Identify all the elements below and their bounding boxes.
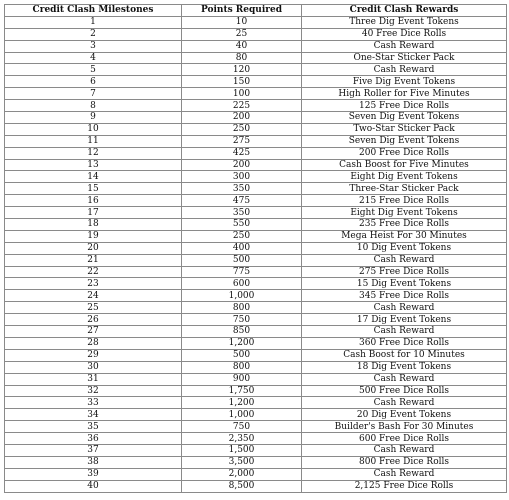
table-row xyxy=(5,444,507,456)
table-row xyxy=(5,385,507,397)
points-cell: 750 xyxy=(182,314,302,326)
reward-cell: 40 Free Dice Rolls xyxy=(302,28,507,40)
milestone-cell: 1 xyxy=(5,16,182,28)
points-cell: 600 xyxy=(182,278,302,290)
reward-cell: Cash Reward xyxy=(302,64,507,76)
reward-cell: Cash Reward xyxy=(302,254,507,266)
points-cell: 350 xyxy=(182,183,302,195)
reward-cell: 800 Free Dice Rolls xyxy=(302,456,507,468)
table-body xyxy=(5,16,507,492)
points-cell: 400 xyxy=(182,242,302,254)
table-row xyxy=(5,254,507,266)
table-header xyxy=(5,5,507,17)
reward-cell: Mega Heist For 30 Minutes xyxy=(302,230,507,242)
table-row xyxy=(5,433,507,445)
reward-cell: 17 Dig Event Tokens xyxy=(302,314,507,326)
milestone-cell: 12 xyxy=(5,147,182,159)
reward-cell: 500 Free Dice Rolls xyxy=(302,385,507,397)
table-row xyxy=(5,183,507,195)
points-cell: 475 xyxy=(182,195,302,207)
reward-cell: Cash Boost for Five Minutes xyxy=(302,159,507,171)
table-row xyxy=(5,135,507,147)
points-cell: 500 xyxy=(182,349,302,361)
points-cell: 1,200 xyxy=(182,397,302,409)
reward-cell: 200 Free Dice Rolls xyxy=(302,147,507,159)
table-row xyxy=(5,147,507,159)
points-cell: 2,000 xyxy=(182,468,302,480)
milestone-cell: 19 xyxy=(5,230,182,242)
points-cell: 200 xyxy=(182,112,302,124)
table-row xyxy=(5,468,507,480)
table-row xyxy=(5,314,507,326)
points-cell: 800 xyxy=(182,361,302,373)
reward-cell: High Roller for Five Minutes xyxy=(302,88,507,100)
milestone-cell: 3 xyxy=(5,40,182,52)
reward-cell: 215 Free Dice Rolls xyxy=(302,195,507,207)
points-cell: 225 xyxy=(182,100,302,112)
milestone-cell: 27 xyxy=(5,326,182,338)
points-cell: 1,750 xyxy=(182,385,302,397)
table-row xyxy=(5,373,507,385)
milestone-cell: 10 xyxy=(5,123,182,135)
reward-cell: Cash Reward xyxy=(302,444,507,456)
table-row xyxy=(5,397,507,409)
table-row xyxy=(5,302,507,314)
milestone-cell: 2 xyxy=(5,28,182,40)
points-cell: 275 xyxy=(182,135,302,147)
table-row xyxy=(5,290,507,302)
table-row xyxy=(5,64,507,76)
table-row xyxy=(5,159,507,171)
points-cell: 1,500 xyxy=(182,444,302,456)
milestone-cell: 13 xyxy=(5,159,182,171)
points-cell: 775 xyxy=(182,266,302,278)
reward-cell: One-Star Sticker Pack xyxy=(302,52,507,64)
points-cell: 40 xyxy=(182,40,302,52)
milestone-cell: 35 xyxy=(5,421,182,433)
reward-cell: Cash Reward xyxy=(302,326,507,338)
reward-cell: Cash Reward xyxy=(302,468,507,480)
header-points-required: Points Required xyxy=(182,5,302,17)
table-row xyxy=(5,171,507,183)
milestone-cell: 6 xyxy=(5,76,182,88)
reward-cell: Builder's Bash For 30 Minutes xyxy=(302,421,507,433)
milestone-cell: 30 xyxy=(5,361,182,373)
table-row xyxy=(5,278,507,290)
reward-cell: Cash Boost for 10 Minutes xyxy=(302,349,507,361)
points-cell: 750 xyxy=(182,421,302,433)
milestone-cell: 23 xyxy=(5,278,182,290)
reward-cell: Eight Dig Event Tokens xyxy=(302,207,507,219)
milestone-cell: 39 xyxy=(5,468,182,480)
milestone-cell: 32 xyxy=(5,385,182,397)
reward-cell: Seven Dig Event Tokens xyxy=(302,135,507,147)
reward-cell: Three Dig Event Tokens xyxy=(302,16,507,28)
milestone-cell: 29 xyxy=(5,349,182,361)
table-row xyxy=(5,123,507,135)
reward-cell: Five Dig Event Tokens xyxy=(302,76,507,88)
reward-cell: 10 Dig Event Tokens xyxy=(302,242,507,254)
reward-cell: 2,125 Free Dice Rolls xyxy=(302,480,507,492)
reward-cell: Cash Reward xyxy=(302,40,507,52)
milestone-cell: 40 xyxy=(5,480,182,492)
reward-cell: Two-Star Sticker Pack xyxy=(302,123,507,135)
milestone-cell: 21 xyxy=(5,254,182,266)
points-cell: 1,200 xyxy=(182,337,302,349)
table-row xyxy=(5,52,507,64)
table-row xyxy=(5,230,507,242)
table-row xyxy=(5,242,507,254)
table-row xyxy=(5,219,507,231)
reward-cell: Seven Dig Event Tokens xyxy=(302,112,507,124)
table-row xyxy=(5,349,507,361)
points-cell: 150 xyxy=(182,76,302,88)
header-rewards: Credit Clash Rewards xyxy=(302,5,507,17)
reward-cell: 18 Dig Event Tokens xyxy=(302,361,507,373)
reward-cell: 600 Free Dice Rolls xyxy=(302,433,507,445)
reward-cell: 235 Free Dice Rolls xyxy=(302,219,507,231)
milestone-cell: 24 xyxy=(5,290,182,302)
milestone-cell: 18 xyxy=(5,219,182,231)
points-cell: 2,350 xyxy=(182,433,302,445)
reward-cell: 275 Free Dice Rolls xyxy=(302,266,507,278)
table-row xyxy=(5,40,507,52)
points-cell: 1,000 xyxy=(182,409,302,421)
milestone-cell: 38 xyxy=(5,456,182,468)
milestone-cell: 20 xyxy=(5,242,182,254)
header-row xyxy=(5,5,507,17)
milestone-cell: 34 xyxy=(5,409,182,421)
table-row xyxy=(5,16,507,28)
table-row xyxy=(5,207,507,219)
table-row xyxy=(5,112,507,124)
milestone-cell: 36 xyxy=(5,433,182,445)
points-cell: 80 xyxy=(182,52,302,64)
milestone-cell: 17 xyxy=(5,207,182,219)
table-row xyxy=(5,409,507,421)
reward-cell: Three-Star Sticker Pack xyxy=(302,183,507,195)
table-row xyxy=(5,266,507,278)
points-cell: 500 xyxy=(182,254,302,266)
milestone-cell: 16 xyxy=(5,195,182,207)
reward-cell: Cash Reward xyxy=(302,373,507,385)
milestone-cell: 31 xyxy=(5,373,182,385)
milestones-table xyxy=(4,4,507,493)
table-row xyxy=(5,28,507,40)
reward-cell: 360 Free Dice Rolls xyxy=(302,337,507,349)
reward-cell: Cash Reward xyxy=(302,302,507,314)
points-cell: 250 xyxy=(182,123,302,135)
table-row xyxy=(5,100,507,112)
milestone-cell: 15 xyxy=(5,183,182,195)
table-row xyxy=(5,195,507,207)
milestone-cell: 14 xyxy=(5,171,182,183)
reward-cell: 20 Dig Event Tokens xyxy=(302,409,507,421)
points-cell: 120 xyxy=(182,64,302,76)
table-row xyxy=(5,326,507,338)
milestone-cell: 33 xyxy=(5,397,182,409)
milestone-cell: 7 xyxy=(5,88,182,100)
table-row xyxy=(5,361,507,373)
reward-cell: 345 Free Dice Rolls xyxy=(302,290,507,302)
milestone-cell: 11 xyxy=(5,135,182,147)
table-row xyxy=(5,421,507,433)
points-cell: 425 xyxy=(182,147,302,159)
points-cell: 1,000 xyxy=(182,290,302,302)
points-cell: 850 xyxy=(182,326,302,338)
milestone-cell: 9 xyxy=(5,112,182,124)
table-row xyxy=(5,456,507,468)
reward-cell: 15 Dig Event Tokens xyxy=(302,278,507,290)
reward-cell: 125 Free Dice Rolls xyxy=(302,100,507,112)
milestone-cell: 28 xyxy=(5,337,182,349)
points-cell: 3,500 xyxy=(182,456,302,468)
points-cell: 250 xyxy=(182,230,302,242)
points-cell: 8,500 xyxy=(182,480,302,492)
points-cell: 900 xyxy=(182,373,302,385)
points-cell: 800 xyxy=(182,302,302,314)
milestone-cell: 37 xyxy=(5,444,182,456)
milestone-cell: 25 xyxy=(5,302,182,314)
points-cell: 350 xyxy=(182,207,302,219)
milestone-cell: 5 xyxy=(5,64,182,76)
table-row xyxy=(5,337,507,349)
points-cell: 10 xyxy=(182,16,302,28)
milestone-cell: 26 xyxy=(5,314,182,326)
points-cell: 200 xyxy=(182,159,302,171)
table-row xyxy=(5,88,507,100)
points-cell: 300 xyxy=(182,171,302,183)
reward-cell: Cash Reward xyxy=(302,397,507,409)
points-cell: 25 xyxy=(182,28,302,40)
milestone-cell: 4 xyxy=(5,52,182,64)
milestone-cell: 22 xyxy=(5,266,182,278)
table-row xyxy=(5,480,507,492)
reward-cell: Eight Dig Event Tokens xyxy=(302,171,507,183)
table-row xyxy=(5,76,507,88)
milestone-cell: 8 xyxy=(5,100,182,112)
header-milestones: Credit Clash Milestones xyxy=(5,5,182,17)
points-cell: 100 xyxy=(182,88,302,100)
points-cell: 550 xyxy=(182,219,302,231)
